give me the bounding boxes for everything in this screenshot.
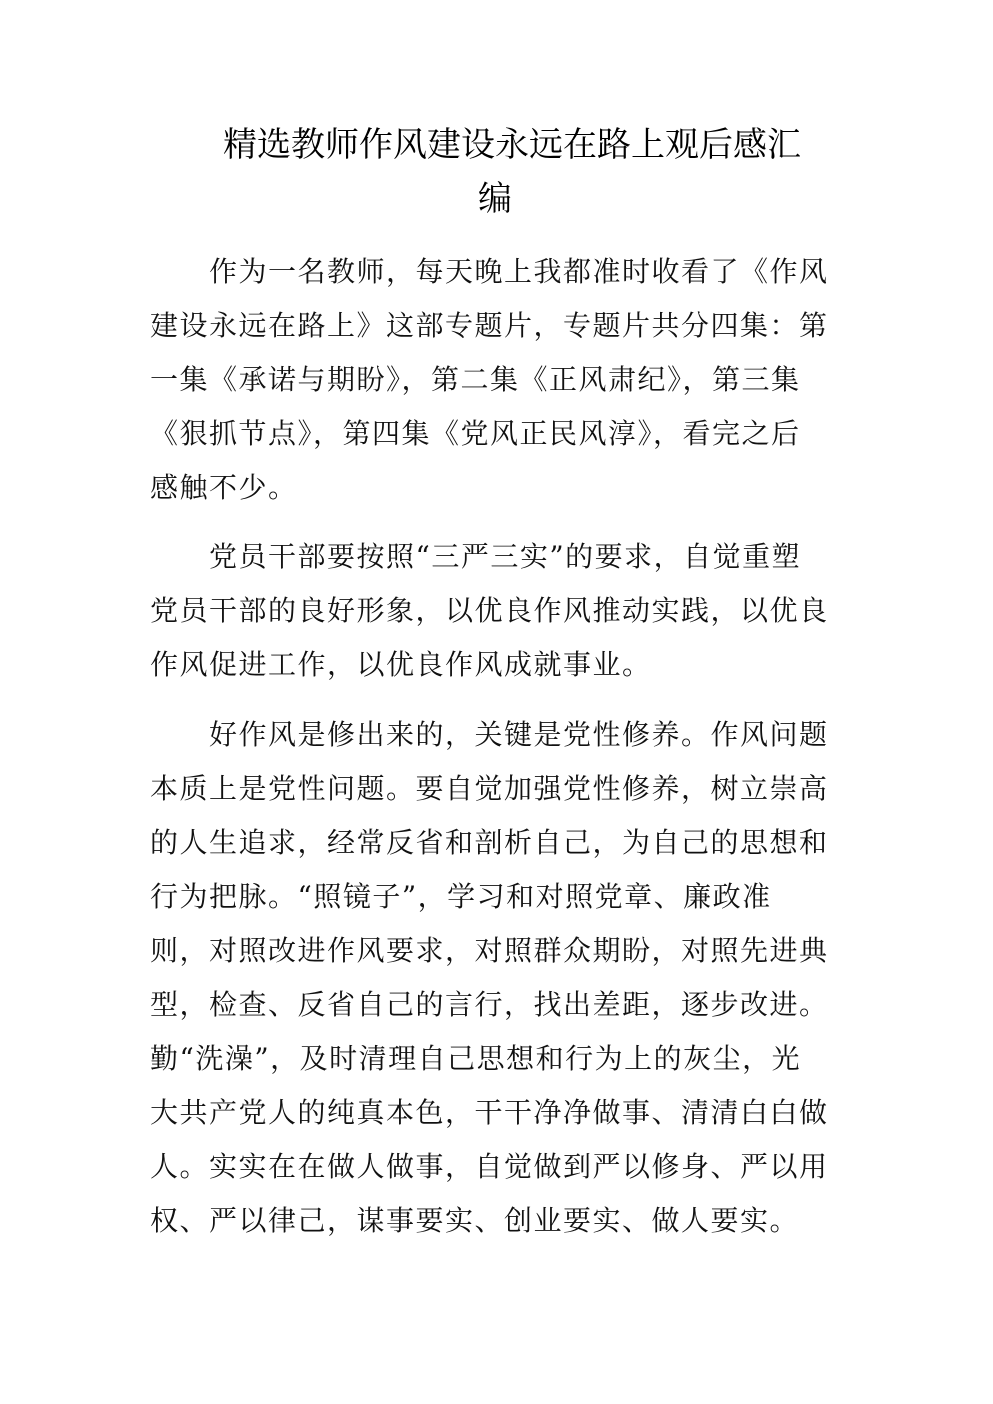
text-line: 勤“洗澡”，及时清理自己思想和行为上的灰尘，光 — [150, 1042, 802, 1075]
paragraph-1 — [150, 245, 850, 515]
text-line: 本质上是党性问题。要自觉加强党性修养，树立崇高 — [150, 772, 829, 805]
text-line: 党员干部的良好形象，以优良作风推动实践，以优良 — [150, 594, 829, 627]
text-line: 的人生追求，经常反省和剖析自己，为自己的思想和 — [150, 826, 829, 859]
text-line: 作风促进工作，以优良作风成就事业。 — [150, 648, 652, 681]
text-line: 《狠抓节点》，第四集《党风正民风淳》，看完之后 — [150, 417, 801, 450]
text-line: 则，对照改进作风要求，对照群众期盼，对照先进典 — [150, 934, 829, 967]
text-line: 型，检查、反省自己的言行，找出差距，逐步改进。 — [150, 988, 829, 1021]
title-line-2: 编 — [478, 179, 512, 219]
title-line-1: 精选教师作风建设永远在路上观后感汇 — [223, 125, 801, 165]
text-line: 人。实实在在做人做事，自觉做到严以修身、严以用 — [150, 1150, 829, 1183]
text-line: 感触不少。 — [150, 471, 298, 504]
text-line: 作为一名教师，每天晚上我都准时收看了《作风 — [150, 255, 829, 288]
text-line: 行为把脉。“照镜子”，学习和对照党章、廉政准 — [150, 880, 772, 913]
text-line: 党员干部要按照“三严三实”的要求，自觉重塑 — [150, 540, 802, 573]
text-line: 好作风是修出来的，关键是党性修养。作风问题 — [150, 718, 829, 751]
text-line: 大共产党人的纯真本色，干干净净做事、清清白白做 — [150, 1096, 829, 1129]
paragraph-2 — [150, 530, 850, 692]
paragraph-3 — [150, 708, 850, 1248]
text-line: 权、严以律己，谋事要实、创业要实、做人要实。 — [150, 1204, 800, 1237]
text-line: 一集《承诺与期盼》，第二集《正风肃纪》，第三集 — [150, 363, 801, 396]
text-line: 建设永远在路上》这部专题片，专题片共分四集：第 — [150, 309, 829, 342]
document-title — [150, 118, 840, 226]
